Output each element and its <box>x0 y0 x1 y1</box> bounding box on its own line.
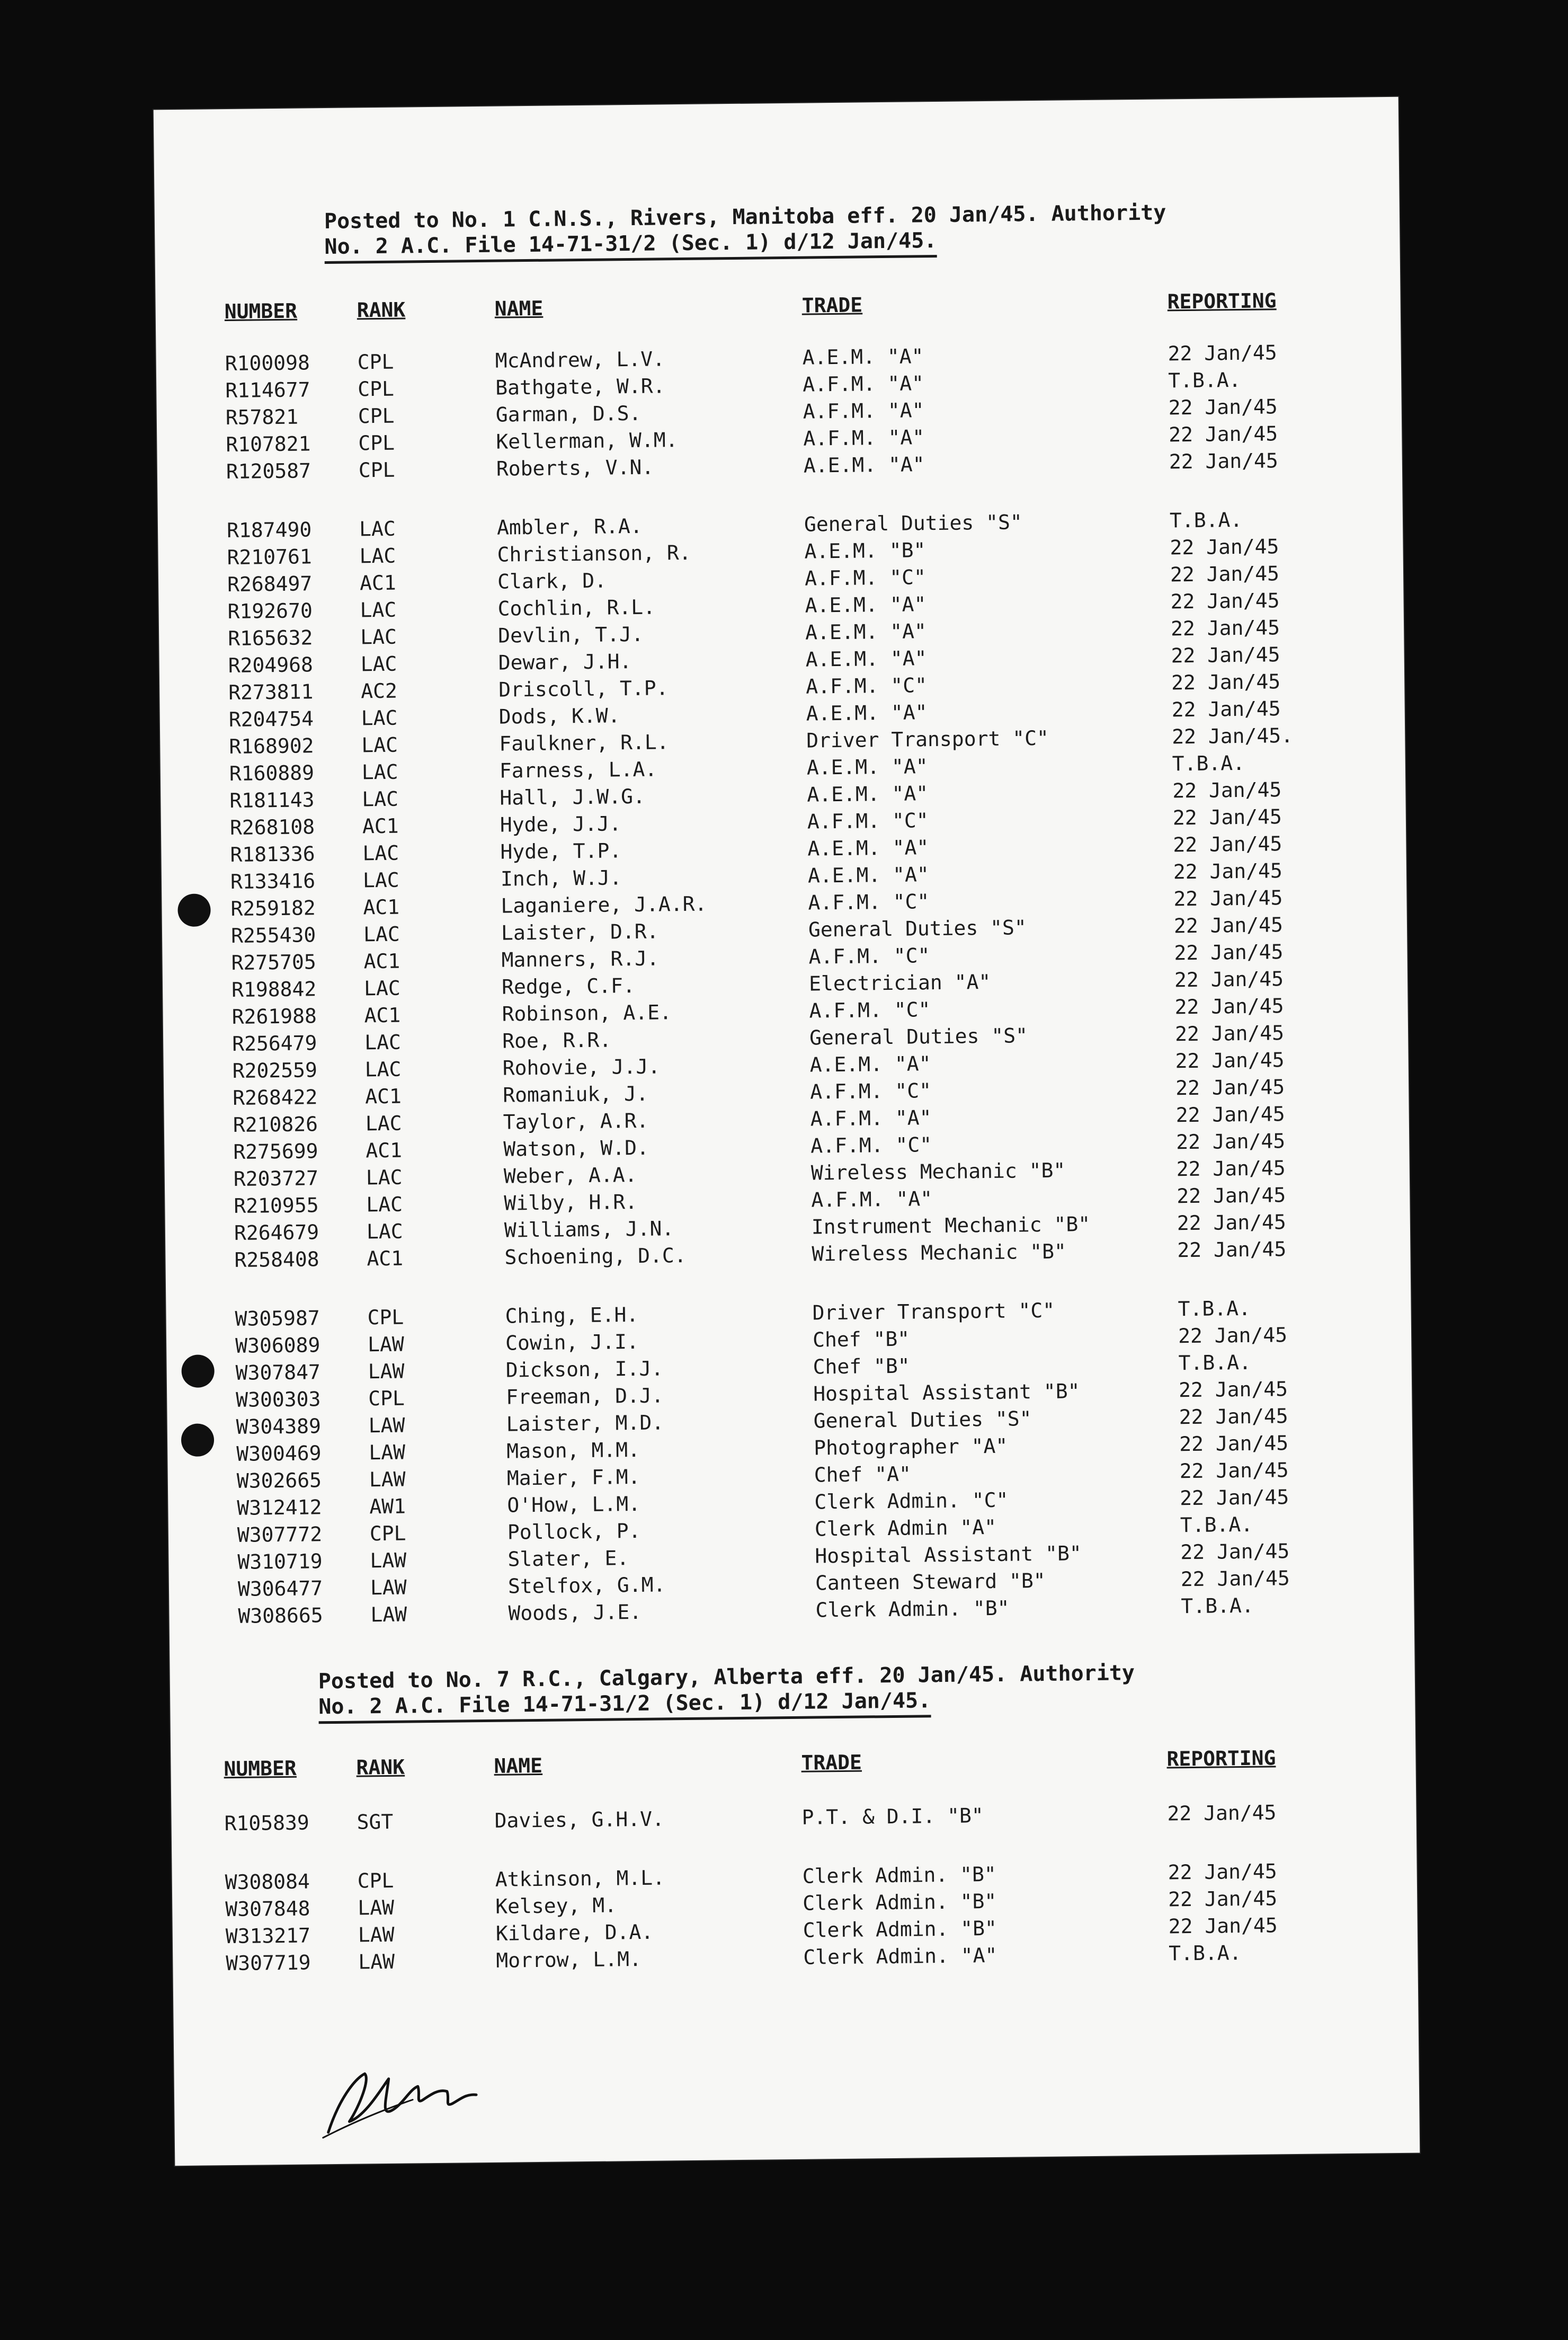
cell-rank: LAW <box>370 1602 407 1627</box>
cell-name: Davies, G.H.V. <box>494 1807 665 1832</box>
cell-reporting: 22 Jan/45 <box>1177 1210 1286 1235</box>
cell-rank: LAC <box>363 976 400 1000</box>
cell-reporting: 22 Jan/45 <box>1172 805 1282 830</box>
cell-name: Pollock, P. <box>507 1519 641 1544</box>
cell-trade: A.E.M. "A" <box>805 619 927 644</box>
cell-name: Atkinson, M.L. <box>495 1866 665 1891</box>
cell-name: Roe, R.R. <box>502 1028 612 1053</box>
cell-number: W308084 <box>225 1869 310 1894</box>
cell-rank: CPL <box>368 1386 405 1411</box>
cell-number: R275699 <box>233 1139 318 1164</box>
cell-trade: A.E.M. "A" <box>806 701 928 725</box>
cell-rank: LAW <box>369 1467 406 1492</box>
cell-rank: AC1 <box>362 814 399 838</box>
cell-reporting: T.B.A. <box>1181 1593 1254 1618</box>
cell-name: Robinson, A.E. <box>502 1000 672 1026</box>
cell-reporting: T.B.A. <box>1178 1350 1252 1375</box>
cell-number: R187490 <box>226 518 312 543</box>
cell-name: Weber, A.A. <box>503 1163 637 1188</box>
cell-trade: A.E.M. "A" <box>802 344 924 369</box>
cell-trade: A.F.M. "C" <box>810 1133 932 1158</box>
cell-name: Freeman, D.J. <box>505 1384 664 1409</box>
cell-number: W304389 <box>236 1414 322 1439</box>
cell-name: Hyde, T.P. <box>500 839 622 864</box>
column-header-trade: TRADE <box>801 293 863 317</box>
signature <box>317 2057 487 2143</box>
cell-number: R105839 <box>224 1811 309 1836</box>
cell-name: Watson, W.D. <box>503 1136 649 1161</box>
cell-rank: AC1 <box>365 1084 402 1109</box>
cell-reporting: 22 Jan/45. <box>1172 723 1294 749</box>
column-header-name: NAME <box>494 1753 543 1778</box>
cell-reporting: 22 Jan/45 <box>1168 395 1278 420</box>
cell-number: W313217 <box>225 1924 311 1948</box>
cell-name: McAndrew, L.V. <box>495 347 665 373</box>
cell-name: Ambler, R.A. <box>496 514 643 539</box>
cell-rank: LAC <box>361 760 398 784</box>
cell-name: Kildare, D.A. <box>495 1920 654 1945</box>
cell-name: Morrow, L.M. <box>496 1947 642 1972</box>
cell-rank: LAC <box>361 733 398 757</box>
document-page <box>154 97 1420 2166</box>
cell-name: Hall, J.W.G. <box>500 784 646 810</box>
cell-number: R100098 <box>225 351 310 376</box>
cell-number: R203727 <box>233 1166 319 1191</box>
cell-rank: LAW <box>370 1575 407 1600</box>
cell-trade: Instrument Mechanic "B" <box>811 1212 1091 1239</box>
cell-number: R210761 <box>227 545 312 570</box>
cell-trade: A.F.M. "A" <box>811 1187 933 1212</box>
cell-reporting: 22 Jan/45 <box>1180 1539 1290 1564</box>
cell-number: W307848 <box>225 1896 310 1921</box>
cell-reporting: 22 Jan/45 <box>1173 832 1282 857</box>
cell-name: Laister, M.D. <box>506 1411 664 1436</box>
cell-trade: A.F.M. "A" <box>810 1106 932 1131</box>
cell-rank: AC1 <box>364 1003 401 1027</box>
cell-reporting: 22 Jan/45 <box>1178 1323 1288 1348</box>
cell-name: Devlin, T.J. <box>497 622 644 648</box>
cell-trade: A.E.M. "A" <box>807 863 929 888</box>
cell-rank: LAC <box>366 1192 403 1217</box>
cell-name: Cochlin, R.L. <box>497 595 656 621</box>
cell-name: Dickson, I.J. <box>505 1357 664 1382</box>
cell-reporting: 22 Jan/45 <box>1177 1183 1286 1208</box>
cell-rank: AW1 <box>369 1494 406 1519</box>
cell-number: R192670 <box>227 599 313 623</box>
cell-reporting: T.B.A. <box>1169 1941 1242 1965</box>
cell-name: Faulkner, R.L. <box>499 730 669 756</box>
cell-trade: Photographer "A" <box>814 1434 1008 1460</box>
cell-number: W306477 <box>237 1576 323 1601</box>
cell-reporting: 22 Jan/45 <box>1168 1886 1278 1911</box>
cell-number: R181143 <box>229 788 315 812</box>
cell-name: O'How, L.M. <box>507 1492 641 1517</box>
cell-number: W307772 <box>237 1522 323 1547</box>
cell-number: R268108 <box>229 815 315 839</box>
cell-rank: LAC <box>362 868 399 892</box>
cell-trade: A.F.M. "C" <box>809 1079 932 1104</box>
cell-reporting: 22 Jan/45 <box>1171 697 1281 722</box>
cell-number: W300469 <box>236 1441 322 1466</box>
cell-rank: CPL <box>357 1868 394 1893</box>
cell-name: Laganiere, J.A.R. <box>501 892 707 918</box>
cell-trade: A.E.M. "B" <box>804 538 926 563</box>
cell-name: Manners, R.J. <box>501 946 660 972</box>
cell-reporting: 22 Jan/45 <box>1171 643 1280 668</box>
cell-name: Schoening, D.C. <box>504 1243 687 1269</box>
cell-reporting: 22 Jan/45 <box>1180 1566 1290 1591</box>
cell-trade: A.E.M. "A" <box>807 782 929 806</box>
cell-name: Bathgate, W.R. <box>495 374 665 400</box>
cell-reporting: 22 Jan/45 <box>1174 940 1284 965</box>
cell-trade: Clerk Admin. "B" <box>803 1916 997 1942</box>
cell-number: R202559 <box>232 1058 318 1083</box>
cell-number: R268497 <box>227 572 313 596</box>
cell-trade: Clerk Admin "A" <box>814 1515 997 1541</box>
cell-number: R168902 <box>229 734 314 758</box>
cell-reporting: 22 Jan/45 <box>1175 1102 1285 1127</box>
cell-name: Woods, J.E. <box>508 1600 642 1625</box>
cell-number: R264679 <box>234 1220 319 1245</box>
cell-trade: Clerk Admin. "B" <box>803 1889 997 1915</box>
cell-name: Dewar, J.H. <box>498 650 632 675</box>
cell-trade: A.F.M. "C" <box>805 673 928 698</box>
cell-reporting: 22 Jan/45 <box>1178 1377 1288 1402</box>
cell-number: R268422 <box>233 1085 318 1110</box>
cell-rank: LAC <box>360 625 397 649</box>
cell-name: Mason, M.M. <box>506 1438 640 1463</box>
cell-name: Roberts, V.N. <box>496 455 654 481</box>
column-header-trade: TRADE <box>801 1750 862 1775</box>
cell-number: R107821 <box>226 432 311 457</box>
cell-reporting: T.B.A. <box>1180 1512 1253 1537</box>
cell-trade: Clerk Admin. "B" <box>815 1596 1010 1622</box>
cell-reporting: T.B.A. <box>1168 368 1241 393</box>
cell-name: Wilby, H.R. <box>504 1190 638 1215</box>
cell-name: Cowin, J.I. <box>505 1329 639 1355</box>
cell-rank: LAW <box>369 1440 406 1465</box>
cell-trade: P.T. & D.I. "B" <box>801 1804 984 1829</box>
cell-number: W308665 <box>238 1603 323 1628</box>
cell-rank: CPL <box>358 377 395 401</box>
cell-number: W310719 <box>237 1549 323 1574</box>
cell-number: R258408 <box>234 1247 319 1272</box>
cell-trade: A.E.M. "A" <box>809 1052 931 1077</box>
column-header-reporting: REPORTING <box>1166 1746 1276 1771</box>
cell-trade: Wireless Mechanic "B" <box>810 1158 1066 1185</box>
cell-reporting: 22 Jan/45 <box>1174 1021 1285 1046</box>
cell-rank: LAW <box>368 1359 405 1384</box>
cell-number: R160889 <box>229 761 315 785</box>
cell-number: W305987 <box>235 1306 320 1331</box>
cell-trade: A.F.M. "A" <box>803 398 924 423</box>
cell-reporting: 22 Jan/45 <box>1169 449 1278 474</box>
cell-trade: Driver Transport "C" <box>806 726 1049 752</box>
cell-rank: LAC <box>364 1057 402 1082</box>
cell-reporting: 22 Jan/45 <box>1171 670 1281 695</box>
cell-reporting: 22 Jan/45 <box>1180 1485 1289 1510</box>
cell-reporting: 22 Jan/45 <box>1177 1237 1287 1262</box>
cell-number: W300303 <box>236 1387 321 1412</box>
cell-trade: A.E.M. "A" <box>807 836 929 861</box>
cell-reporting: 22 Jan/45 <box>1176 1129 1286 1154</box>
cell-reporting: 22 Jan/45 <box>1168 1859 1277 1884</box>
cell-trade: A.E.M. "A" <box>805 592 926 617</box>
cell-number: R181336 <box>230 842 315 866</box>
cell-rank: LAC <box>359 517 396 541</box>
posting-section <box>154 97 1398 1628</box>
cell-name: Ching, E.H. <box>505 1302 639 1328</box>
cell-rank: SGT <box>357 1810 394 1834</box>
cell-rank: AC1 <box>363 949 400 973</box>
cell-rank: AC1 <box>366 1138 403 1163</box>
cell-trade: A.F.M. "C" <box>808 890 930 915</box>
cell-trade: A.E.M. "A" <box>806 755 928 779</box>
cell-reporting: 22 Jan/45 <box>1170 562 1280 587</box>
cell-rank: CPL <box>358 431 395 455</box>
cell-number: R210955 <box>234 1193 319 1218</box>
cell-rank: LAW <box>358 1922 395 1947</box>
cell-reporting: 22 Jan/45 <box>1167 1801 1277 1825</box>
cell-reporting: 22 Jan/45 <box>1174 994 1284 1019</box>
cell-trade: General Duties "S" <box>813 1407 1032 1433</box>
cell-reporting: 22 Jan/45 <box>1179 1458 1289 1483</box>
cell-name: Clark, D. <box>497 569 607 593</box>
cell-reporting: 22 Jan/45 <box>1168 1913 1278 1938</box>
cell-reporting: 22 Jan/45 <box>1174 967 1284 992</box>
cell-reporting: 22 Jan/45 <box>1170 589 1280 614</box>
cell-rank: LAC <box>359 544 396 568</box>
cell-name: Christianson, R. <box>497 540 691 566</box>
cell-trade: A.F.M. "A" <box>803 426 925 450</box>
column-header-name: NAME <box>494 296 544 321</box>
cell-name: Maier, F.M. <box>506 1465 640 1490</box>
cell-rank: AC1 <box>363 895 400 919</box>
cell-reporting: 22 Jan/45 <box>1173 886 1283 911</box>
cell-number: R273811 <box>228 680 314 704</box>
cell-reporting: 22 Jan/45 <box>1170 535 1279 560</box>
cell-name: Romaniuk, J. <box>503 1082 649 1107</box>
heading-line-2: No. 2 A.C. File 14-71-31/2 (Sec. 1) d/12 Jan/45. <box>324 228 937 264</box>
cell-trade: Hospital Assistant "B" <box>815 1541 1082 1568</box>
cell-trade: Clerk Admin. "A" <box>803 1943 997 1969</box>
column-header-rank: RANK <box>356 1755 405 1779</box>
cell-rank: CPL <box>369 1521 406 1546</box>
cell-reporting: T.B.A. <box>1178 1296 1251 1321</box>
cell-name: Farness, L.A. <box>499 757 657 783</box>
cell-number: R165632 <box>227 626 313 650</box>
cell-trade: A.E.M. "A" <box>805 646 927 671</box>
cell-trade: A.F.M. "C" <box>809 998 931 1023</box>
cell-number: W312412 <box>237 1495 322 1520</box>
cell-number: R256479 <box>231 1031 317 1056</box>
cell-reporting: 22 Jan/45 <box>1175 1075 1285 1100</box>
cell-number: W306089 <box>235 1333 320 1358</box>
cell-trade: A.F.M. "C" <box>807 809 929 834</box>
cell-rank: CPL <box>367 1305 404 1329</box>
cell-number: W307847 <box>235 1360 321 1385</box>
cell-reporting: T.B.A. <box>1169 508 1243 533</box>
cell-name: Williams, J.N. <box>504 1217 674 1242</box>
cell-rank: LAC <box>366 1165 403 1190</box>
heading-line-1: Posted to No. 1 C.N.S., Rivers, Manitoba eff. 20 Jan/45. Authority <box>324 200 1166 234</box>
cell-name: Dods, K.W. <box>498 704 620 729</box>
cell-rank: LAC <box>366 1219 403 1244</box>
cell-trade: Wireless Mechanic "B" <box>812 1239 1067 1266</box>
column-header-number: NUMBER <box>224 299 298 324</box>
cell-name: Hyde, J.J. <box>500 812 621 837</box>
cell-trade: Chef "B" <box>813 1354 910 1379</box>
cell-reporting: 22 Jan/45 <box>1173 859 1283 884</box>
cell-trade: A.F.M. "C" <box>804 565 926 590</box>
cell-rank: LAW <box>370 1548 407 1573</box>
cell-rank: LAC <box>361 706 398 730</box>
cell-number: R133416 <box>230 869 316 893</box>
cell-name: Stelfox, G.M. <box>507 1573 666 1598</box>
cell-name: Garman, D.S. <box>495 401 642 427</box>
cell-number: R275705 <box>231 950 316 974</box>
cell-rank: LAW <box>358 1949 395 1974</box>
cell-rank: AC1 <box>367 1246 404 1271</box>
cell-rank: LAW <box>367 1332 405 1357</box>
cell-rank: AC1 <box>359 571 396 595</box>
cell-number: R210826 <box>233 1112 318 1137</box>
cell-number: R120587 <box>226 459 311 484</box>
cell-rank: AC2 <box>361 679 398 703</box>
cell-trade: Chef "A" <box>814 1462 912 1487</box>
cell-trade: General Duties "S" <box>809 1024 1028 1050</box>
cell-trade: Driver Transport "C" <box>812 1298 1055 1325</box>
cell-trade: General Duties "S" <box>808 916 1027 942</box>
cell-rank: CPL <box>358 458 395 482</box>
heading-line-1: Posted to No. 7 R.C., Calgary, Alberta eff. 20 Jan/45. Authority <box>318 1661 1135 1694</box>
cell-rank: LAC <box>362 841 399 865</box>
cell-trade: A.F.M. "C" <box>808 944 930 969</box>
cell-reporting: 22 Jan/45 <box>1175 1048 1285 1073</box>
cell-reporting: 22 Jan/45 <box>1176 1156 1286 1181</box>
cell-number: R204754 <box>228 707 314 731</box>
cell-trade: A.F.M. "A" <box>803 371 924 396</box>
cell-name: Laister, D.R. <box>501 919 659 945</box>
section-heading <box>318 1660 1135 1719</box>
cell-rank: LAC <box>360 598 397 622</box>
cell-name: Taylor, A.R. <box>503 1109 649 1134</box>
cell-reporting: 22 Jan/45 <box>1170 616 1280 641</box>
cell-number: R114677 <box>225 378 310 403</box>
cell-reporting: 22 Jan/45 <box>1173 913 1284 938</box>
cell-trade: Canteen Steward "B" <box>815 1568 1046 1595</box>
column-header-number: NUMBER <box>224 1756 297 1781</box>
cell-reporting: 22 Jan/45 <box>1172 778 1282 803</box>
cell-reporting: 22 Jan/45 <box>1179 1404 1288 1429</box>
cell-reporting: 22 Jan/45 <box>1179 1431 1289 1456</box>
cell-number: R57821 <box>225 405 299 430</box>
cell-reporting: 22 Jan/45 <box>1168 341 1277 366</box>
cell-name: Rohovie, J.J. <box>502 1054 661 1080</box>
cell-rank: LAC <box>360 652 397 676</box>
cell-trade: Clerk Admin. "B" <box>802 1862 996 1888</box>
cell-rank: CPL <box>358 404 395 428</box>
section-heading <box>324 200 1166 260</box>
cell-number: R198842 <box>231 977 317 1001</box>
table-row <box>171 1798 1416 1838</box>
cell-trade: Hospital Assistant "B" <box>813 1379 1080 1406</box>
cell-number: R259182 <box>230 896 316 920</box>
cell-name: Redge, C.F. <box>501 973 636 999</box>
cell-number: W307719 <box>226 1951 311 1975</box>
cell-rank: LAW <box>368 1413 405 1438</box>
cell-rank: CPL <box>357 350 394 374</box>
cell-trade: A.E.M. "A" <box>803 453 925 477</box>
cell-name: Kelsey, M. <box>495 1893 617 1918</box>
cell-number: R261988 <box>231 1004 317 1029</box>
cell-number: W302665 <box>236 1468 322 1493</box>
cell-name: Kellerman, W.M. <box>496 428 678 454</box>
column-header-rank: RANK <box>357 298 406 322</box>
cell-trade: Chef "B" <box>812 1327 910 1352</box>
cell-rank: LAW <box>358 1895 395 1920</box>
cell-name: Inch, W.J. <box>500 866 622 891</box>
cell-reporting: T.B.A. <box>1172 751 1245 776</box>
cell-number: R204968 <box>228 653 314 677</box>
heading-line-2: No. 2 A.C. File 14-71-31/2 (Sec. 1) d/12 Jan/45. <box>318 1688 931 1724</box>
cell-reporting: 22 Jan/45 <box>1169 422 1278 447</box>
cell-rank: LAC <box>362 787 399 811</box>
cell-trade: Electrician "A" <box>808 970 991 996</box>
cell-trade: Clerk Admin. "C" <box>814 1488 1009 1514</box>
column-header-reporting: REPORTING <box>1167 289 1277 314</box>
cell-rank: LAC <box>364 1030 402 1054</box>
cell-rank: LAC <box>363 922 400 946</box>
cell-name: Driscoll, T.P. <box>498 676 669 702</box>
cell-name: Slater, E. <box>507 1546 629 1571</box>
cell-rank: LAC <box>365 1111 402 1136</box>
cell-number: R255430 <box>230 923 316 947</box>
cell-trade: General Duties "S" <box>804 510 1023 536</box>
